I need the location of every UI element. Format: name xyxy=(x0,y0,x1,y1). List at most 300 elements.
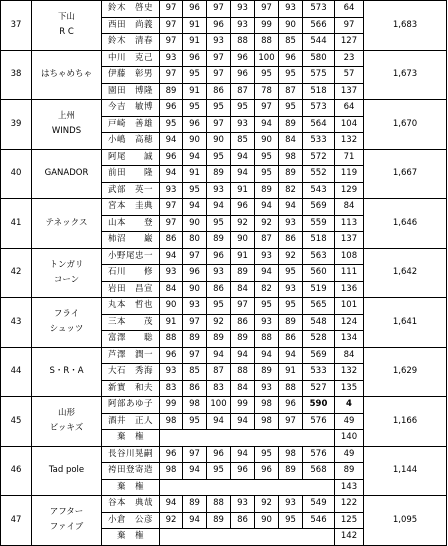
series-score: 94 xyxy=(183,512,207,529)
team-rank: 40 xyxy=(1,149,32,199)
team-total: 1,641 xyxy=(364,298,447,348)
team-name-line: GANADOR xyxy=(44,168,89,179)
player-name: 谷本 典哉 xyxy=(102,496,160,513)
series-score: 92 xyxy=(231,215,255,232)
series-score: 95 xyxy=(207,215,231,232)
player-total: 552 xyxy=(303,166,335,183)
player-name: 鈴木 清春 xyxy=(102,34,160,51)
team-total: 1,667 xyxy=(364,149,447,199)
player-place: 132 xyxy=(335,364,364,381)
player-place: 84 xyxy=(335,199,364,216)
player-total: 575 xyxy=(303,67,335,84)
team-name-line: トンガリ xyxy=(49,259,84,270)
empty-score-cell xyxy=(160,479,335,496)
player-total: 573 xyxy=(303,1,335,18)
series-score: 88 xyxy=(231,34,255,51)
series-score: 89 xyxy=(279,116,303,133)
series-score: 97 xyxy=(183,248,207,265)
team-rank: 41 xyxy=(1,199,32,249)
player-name: 鈴木 啓史 xyxy=(102,1,160,18)
series-score: 95 xyxy=(207,463,231,480)
series-score: 86 xyxy=(207,281,231,298)
table-row xyxy=(1,100,447,117)
series-score: 96 xyxy=(207,17,231,34)
series-score: 96 xyxy=(231,199,255,216)
player-name: 棄 権 xyxy=(102,430,160,447)
team-name xyxy=(32,397,102,447)
player-place: 84 xyxy=(335,347,364,364)
series-score: 91 xyxy=(183,17,207,34)
series-score: 98 xyxy=(279,149,303,166)
series-score: 96 xyxy=(231,50,255,67)
series-score: 90 xyxy=(183,215,207,232)
series-score: 92 xyxy=(160,512,183,529)
series-score: 95 xyxy=(183,413,207,430)
player-total: 544 xyxy=(303,34,335,51)
team-rank: 46 xyxy=(1,446,32,496)
table-row xyxy=(1,397,447,414)
series-score: 90 xyxy=(160,298,183,315)
player-name: 丸本 哲也 xyxy=(102,298,160,315)
team-name xyxy=(32,496,102,546)
series-score: 83 xyxy=(160,380,183,397)
series-score: 93 xyxy=(255,248,279,265)
series-score: 87 xyxy=(231,83,255,100)
series-score: 93 xyxy=(255,380,279,397)
series-score: 85 xyxy=(183,364,207,381)
team-total: 1,166 xyxy=(364,397,447,447)
series-score: 87 xyxy=(255,232,279,249)
player-place: 108 xyxy=(335,248,364,265)
series-score: 89 xyxy=(160,83,183,100)
series-score: 96 xyxy=(183,116,207,133)
player-place: 125 xyxy=(335,512,364,529)
player-total: 569 xyxy=(303,199,335,216)
series-score: 90 xyxy=(255,133,279,150)
series-score: 94 xyxy=(255,265,279,282)
team-name xyxy=(32,50,102,100)
series-score: 88 xyxy=(279,380,303,397)
player-place: 134 xyxy=(335,331,364,348)
series-score: 90 xyxy=(255,512,279,529)
series-score: 95 xyxy=(255,149,279,166)
series-score: 95 xyxy=(183,182,207,199)
series-score: 91 xyxy=(279,364,303,381)
player-total: 573 xyxy=(303,100,335,117)
series-score: 97 xyxy=(183,314,207,331)
series-score: 94 xyxy=(160,496,183,513)
player-total: 576 xyxy=(303,413,335,430)
series-score: 89 xyxy=(231,331,255,348)
player-place: 111 xyxy=(335,265,364,282)
series-score: 96 xyxy=(160,100,183,117)
empty-score-cell xyxy=(160,529,335,546)
series-score: 96 xyxy=(183,1,207,18)
player-total: 528 xyxy=(303,331,335,348)
series-score: 95 xyxy=(279,512,303,529)
player-name: 阿尾 誠 xyxy=(102,149,160,166)
series-score: 88 xyxy=(255,34,279,51)
series-score: 94 xyxy=(160,166,183,183)
series-score: 96 xyxy=(279,50,303,67)
series-score: 93 xyxy=(279,1,303,18)
series-score: 86 xyxy=(207,83,231,100)
team-name-line: 山形 xyxy=(57,408,75,419)
player-total: 590 xyxy=(303,397,335,414)
player-place: 129 xyxy=(335,182,364,199)
series-score: 83 xyxy=(207,380,231,397)
series-score: 93 xyxy=(207,34,231,51)
series-score: 91 xyxy=(183,166,207,183)
series-score: 96 xyxy=(160,446,183,463)
series-score: 86 xyxy=(279,331,303,348)
player-total: 566 xyxy=(303,17,335,34)
team-name-line: テネックス xyxy=(45,217,88,228)
team-name-line: コーン xyxy=(53,274,80,285)
player-name: 園田 博隆 xyxy=(102,83,160,100)
series-score: 93 xyxy=(160,364,183,381)
series-score: 90 xyxy=(183,281,207,298)
series-score: 90 xyxy=(279,17,303,34)
player-place: 49 xyxy=(335,413,364,430)
series-score: 93 xyxy=(207,182,231,199)
player-name: 阿部あゆ子 xyxy=(102,397,160,414)
team-total: 1,646 xyxy=(364,199,447,249)
series-score: 87 xyxy=(279,83,303,100)
table-row xyxy=(1,1,447,18)
series-score: 95 xyxy=(279,100,303,117)
series-score: 97 xyxy=(207,1,231,18)
series-score: 95 xyxy=(255,446,279,463)
player-total: 565 xyxy=(303,298,335,315)
table-row xyxy=(1,50,447,67)
series-score: 94 xyxy=(255,116,279,133)
table-row xyxy=(1,496,447,513)
series-score: 91 xyxy=(231,182,255,199)
team-name-line: S・R・A xyxy=(49,366,84,377)
series-score: 96 xyxy=(279,397,303,414)
team-total: 1,642 xyxy=(364,248,447,298)
series-score: 89 xyxy=(207,512,231,529)
player-place: 135 xyxy=(335,380,364,397)
player-name: 戸崎 善雄 xyxy=(102,116,160,133)
player-name: 酒井 正人 xyxy=(102,413,160,430)
series-score: 86 xyxy=(279,232,303,249)
series-score: 89 xyxy=(255,364,279,381)
player-total: 518 xyxy=(303,83,335,100)
player-name: 伊藤 彰男 xyxy=(102,67,160,84)
team-name-line: ビッキズ xyxy=(49,423,84,434)
player-name: 中川 克己 xyxy=(102,50,160,67)
table-row xyxy=(1,149,447,166)
player-place: 71 xyxy=(335,149,364,166)
team-rank: 47 xyxy=(1,496,32,546)
player-total: 563 xyxy=(303,248,335,265)
series-score: 96 xyxy=(183,50,207,67)
series-score: 89 xyxy=(207,331,231,348)
player-total: 568 xyxy=(303,463,335,480)
series-score: 94 xyxy=(279,347,303,364)
series-score: 89 xyxy=(255,182,279,199)
series-score: 97 xyxy=(160,199,183,216)
player-total: 543 xyxy=(303,182,335,199)
series-score: 94 xyxy=(231,149,255,166)
series-score: 99 xyxy=(231,397,255,414)
player-total: 548 xyxy=(303,314,335,331)
series-score: 96 xyxy=(160,347,183,364)
series-score: 92 xyxy=(255,215,279,232)
player-place: 89 xyxy=(335,463,364,480)
series-score: 82 xyxy=(279,182,303,199)
team-name-line: シュッツ xyxy=(49,324,84,335)
player-total: 564 xyxy=(303,116,335,133)
series-score: 91 xyxy=(160,314,183,331)
team-name-line: WINDS xyxy=(51,126,82,137)
player-total: 518 xyxy=(303,232,335,249)
series-score: 93 xyxy=(160,182,183,199)
series-score: 98 xyxy=(160,463,183,480)
team-name-line: ファイブ xyxy=(49,522,84,533)
player-total: 580 xyxy=(303,50,335,67)
series-score: 92 xyxy=(279,248,303,265)
series-score: 98 xyxy=(279,446,303,463)
series-score: 88 xyxy=(207,496,231,513)
team-name-line: 下山 xyxy=(57,12,75,23)
series-score: 89 xyxy=(207,166,231,183)
series-score: 84 xyxy=(231,281,255,298)
series-score: 93 xyxy=(279,496,303,513)
series-score: 89 xyxy=(207,232,231,249)
series-score: 93 xyxy=(183,298,207,315)
series-score: 96 xyxy=(207,248,231,265)
series-score: 89 xyxy=(279,314,303,331)
series-score: 98 xyxy=(183,397,207,414)
series-score: 98 xyxy=(255,413,279,430)
team-name xyxy=(32,100,102,150)
series-score: 93 xyxy=(231,116,255,133)
series-score: 90 xyxy=(183,133,207,150)
series-score: 96 xyxy=(160,149,183,166)
series-score: 93 xyxy=(207,265,231,282)
series-score: 95 xyxy=(207,100,231,117)
series-score: 100 xyxy=(255,50,279,67)
series-score: 93 xyxy=(279,281,303,298)
series-score: 94 xyxy=(183,149,207,166)
series-score: 85 xyxy=(231,133,255,150)
player-place: 101 xyxy=(335,298,364,315)
series-score: 99 xyxy=(255,17,279,34)
series-score: 80 xyxy=(183,232,207,249)
player-name: 芦澤 潤一 xyxy=(102,347,160,364)
player-name: 山本 登 xyxy=(102,215,160,232)
player-name: 小野尾忠一 xyxy=(102,248,160,265)
player-name: 棄 権 xyxy=(102,479,160,496)
player-name: 今吉 敏博 xyxy=(102,100,160,117)
series-score: 84 xyxy=(160,281,183,298)
player-name: 袴田登寄造 xyxy=(102,463,160,480)
series-score: 88 xyxy=(231,364,255,381)
player-name: 新實 和夫 xyxy=(102,380,160,397)
team-name xyxy=(32,248,102,298)
table-row xyxy=(1,347,447,364)
player-name: 岩田 昌宣 xyxy=(102,281,160,298)
series-score: 94 xyxy=(279,199,303,216)
series-score: 94 xyxy=(255,199,279,216)
series-score: 93 xyxy=(279,215,303,232)
player-total: 549 xyxy=(303,496,335,513)
player-place: 104 xyxy=(335,116,364,133)
player-place: 132 xyxy=(335,133,364,150)
series-score: 86 xyxy=(160,232,183,249)
table-row xyxy=(1,446,447,463)
series-score: 96 xyxy=(231,67,255,84)
series-score: 84 xyxy=(231,380,255,397)
series-score: 88 xyxy=(255,331,279,348)
series-score: 97 xyxy=(160,34,183,51)
player-total: 560 xyxy=(303,265,335,282)
series-score: 95 xyxy=(183,67,207,84)
series-score: 97 xyxy=(279,413,303,430)
series-score: 94 xyxy=(183,463,207,480)
series-score: 97 xyxy=(255,1,279,18)
player-total: 546 xyxy=(303,512,335,529)
team-name-line: R C xyxy=(59,27,74,38)
series-score: 95 xyxy=(279,265,303,282)
team-rank: 39 xyxy=(1,100,32,150)
player-place: 97 xyxy=(335,17,364,34)
player-name: 三本 茂 xyxy=(102,314,160,331)
table-row xyxy=(1,248,447,265)
team-name-line: アフター xyxy=(49,507,84,518)
series-score: 86 xyxy=(231,512,255,529)
player-total: 519 xyxy=(303,281,335,298)
series-score: 91 xyxy=(183,83,207,100)
series-score: 90 xyxy=(231,232,255,249)
series-score: 91 xyxy=(183,34,207,51)
series-score: 95 xyxy=(279,298,303,315)
series-score: 82 xyxy=(255,281,279,298)
series-score: 92 xyxy=(207,314,231,331)
player-name: 長谷川晃嗣 xyxy=(102,446,160,463)
player-total: 572 xyxy=(303,149,335,166)
series-score: 93 xyxy=(255,314,279,331)
player-total: 559 xyxy=(303,215,335,232)
series-score: 97 xyxy=(207,116,231,133)
team-rank: 37 xyxy=(1,1,32,51)
series-score: 94 xyxy=(160,248,183,265)
series-score: 94 xyxy=(255,347,279,364)
results-body xyxy=(1,1,447,546)
series-score: 97 xyxy=(160,17,183,34)
series-score: 97 xyxy=(255,100,279,117)
team-rank: 38 xyxy=(1,50,32,100)
table-row xyxy=(1,298,447,315)
series-score: 94 xyxy=(160,133,183,150)
team-rank: 42 xyxy=(1,248,32,298)
series-score: 84 xyxy=(279,133,303,150)
series-score: 94 xyxy=(207,199,231,216)
series-score: 96 xyxy=(231,463,255,480)
player-name: 宮本 圭典 xyxy=(102,199,160,216)
series-score: 95 xyxy=(255,166,279,183)
team-name xyxy=(32,347,102,397)
series-score: 89 xyxy=(279,166,303,183)
empty-score-cell xyxy=(160,430,335,447)
series-score: 87 xyxy=(207,364,231,381)
team-name-line: Tad pole xyxy=(48,465,85,476)
player-place: 143 xyxy=(335,479,364,496)
team-name xyxy=(32,446,102,496)
team-total: 1,144 xyxy=(364,446,447,496)
team-total: 1,670 xyxy=(364,100,447,150)
team-total: 1,095 xyxy=(364,496,447,546)
player-place: 119 xyxy=(335,166,364,183)
series-score: 88 xyxy=(160,331,183,348)
series-score: 78 xyxy=(255,83,279,100)
team-name-line: 上州 xyxy=(57,111,75,122)
team-total: 1,683 xyxy=(364,1,447,51)
player-place: 49 xyxy=(335,446,364,463)
team-name-line: フライ xyxy=(53,309,80,320)
series-score: 96 xyxy=(255,463,279,480)
player-total: 533 xyxy=(303,364,335,381)
team-name xyxy=(32,298,102,348)
team-rank: 45 xyxy=(1,397,32,447)
series-score: 95 xyxy=(207,298,231,315)
series-score: 89 xyxy=(231,265,255,282)
player-place: 137 xyxy=(335,83,364,100)
series-score: 97 xyxy=(160,215,183,232)
series-score: 96 xyxy=(183,265,207,282)
team-total: 1,629 xyxy=(364,347,447,397)
series-score: 97 xyxy=(160,67,183,84)
series-score: 94 xyxy=(231,446,255,463)
series-score: 95 xyxy=(255,67,279,84)
series-score: 95 xyxy=(255,298,279,315)
series-score: 97 xyxy=(207,67,231,84)
team-name xyxy=(32,149,102,199)
series-score: 96 xyxy=(207,446,231,463)
series-score: 89 xyxy=(183,331,207,348)
player-total: 569 xyxy=(303,347,335,364)
player-place: 140 xyxy=(335,430,364,447)
series-score: 90 xyxy=(207,133,231,150)
team-total: 1,673 xyxy=(364,50,447,100)
player-name: 棄 権 xyxy=(102,529,160,546)
player-place: 137 xyxy=(335,232,364,249)
player-name: 前田 隆 xyxy=(102,166,160,183)
player-place: 64 xyxy=(335,100,364,117)
series-score: 93 xyxy=(231,496,255,513)
player-place: 124 xyxy=(335,314,364,331)
player-place: 127 xyxy=(335,34,364,51)
player-place: 136 xyxy=(335,281,364,298)
player-name: 武部 英一 xyxy=(102,182,160,199)
series-score: 95 xyxy=(207,149,231,166)
team-rank: 44 xyxy=(1,347,32,397)
series-score: 98 xyxy=(255,397,279,414)
series-score: 97 xyxy=(183,347,207,364)
player-name: 富澤 聡 xyxy=(102,331,160,348)
team-name xyxy=(32,1,102,51)
series-score: 95 xyxy=(279,67,303,84)
series-score: 97 xyxy=(183,446,207,463)
player-place: 122 xyxy=(335,496,364,513)
player-name: 西田 尚義 xyxy=(102,17,160,34)
series-score: 93 xyxy=(160,50,183,67)
series-score: 86 xyxy=(183,380,207,397)
series-score: 93 xyxy=(231,1,255,18)
